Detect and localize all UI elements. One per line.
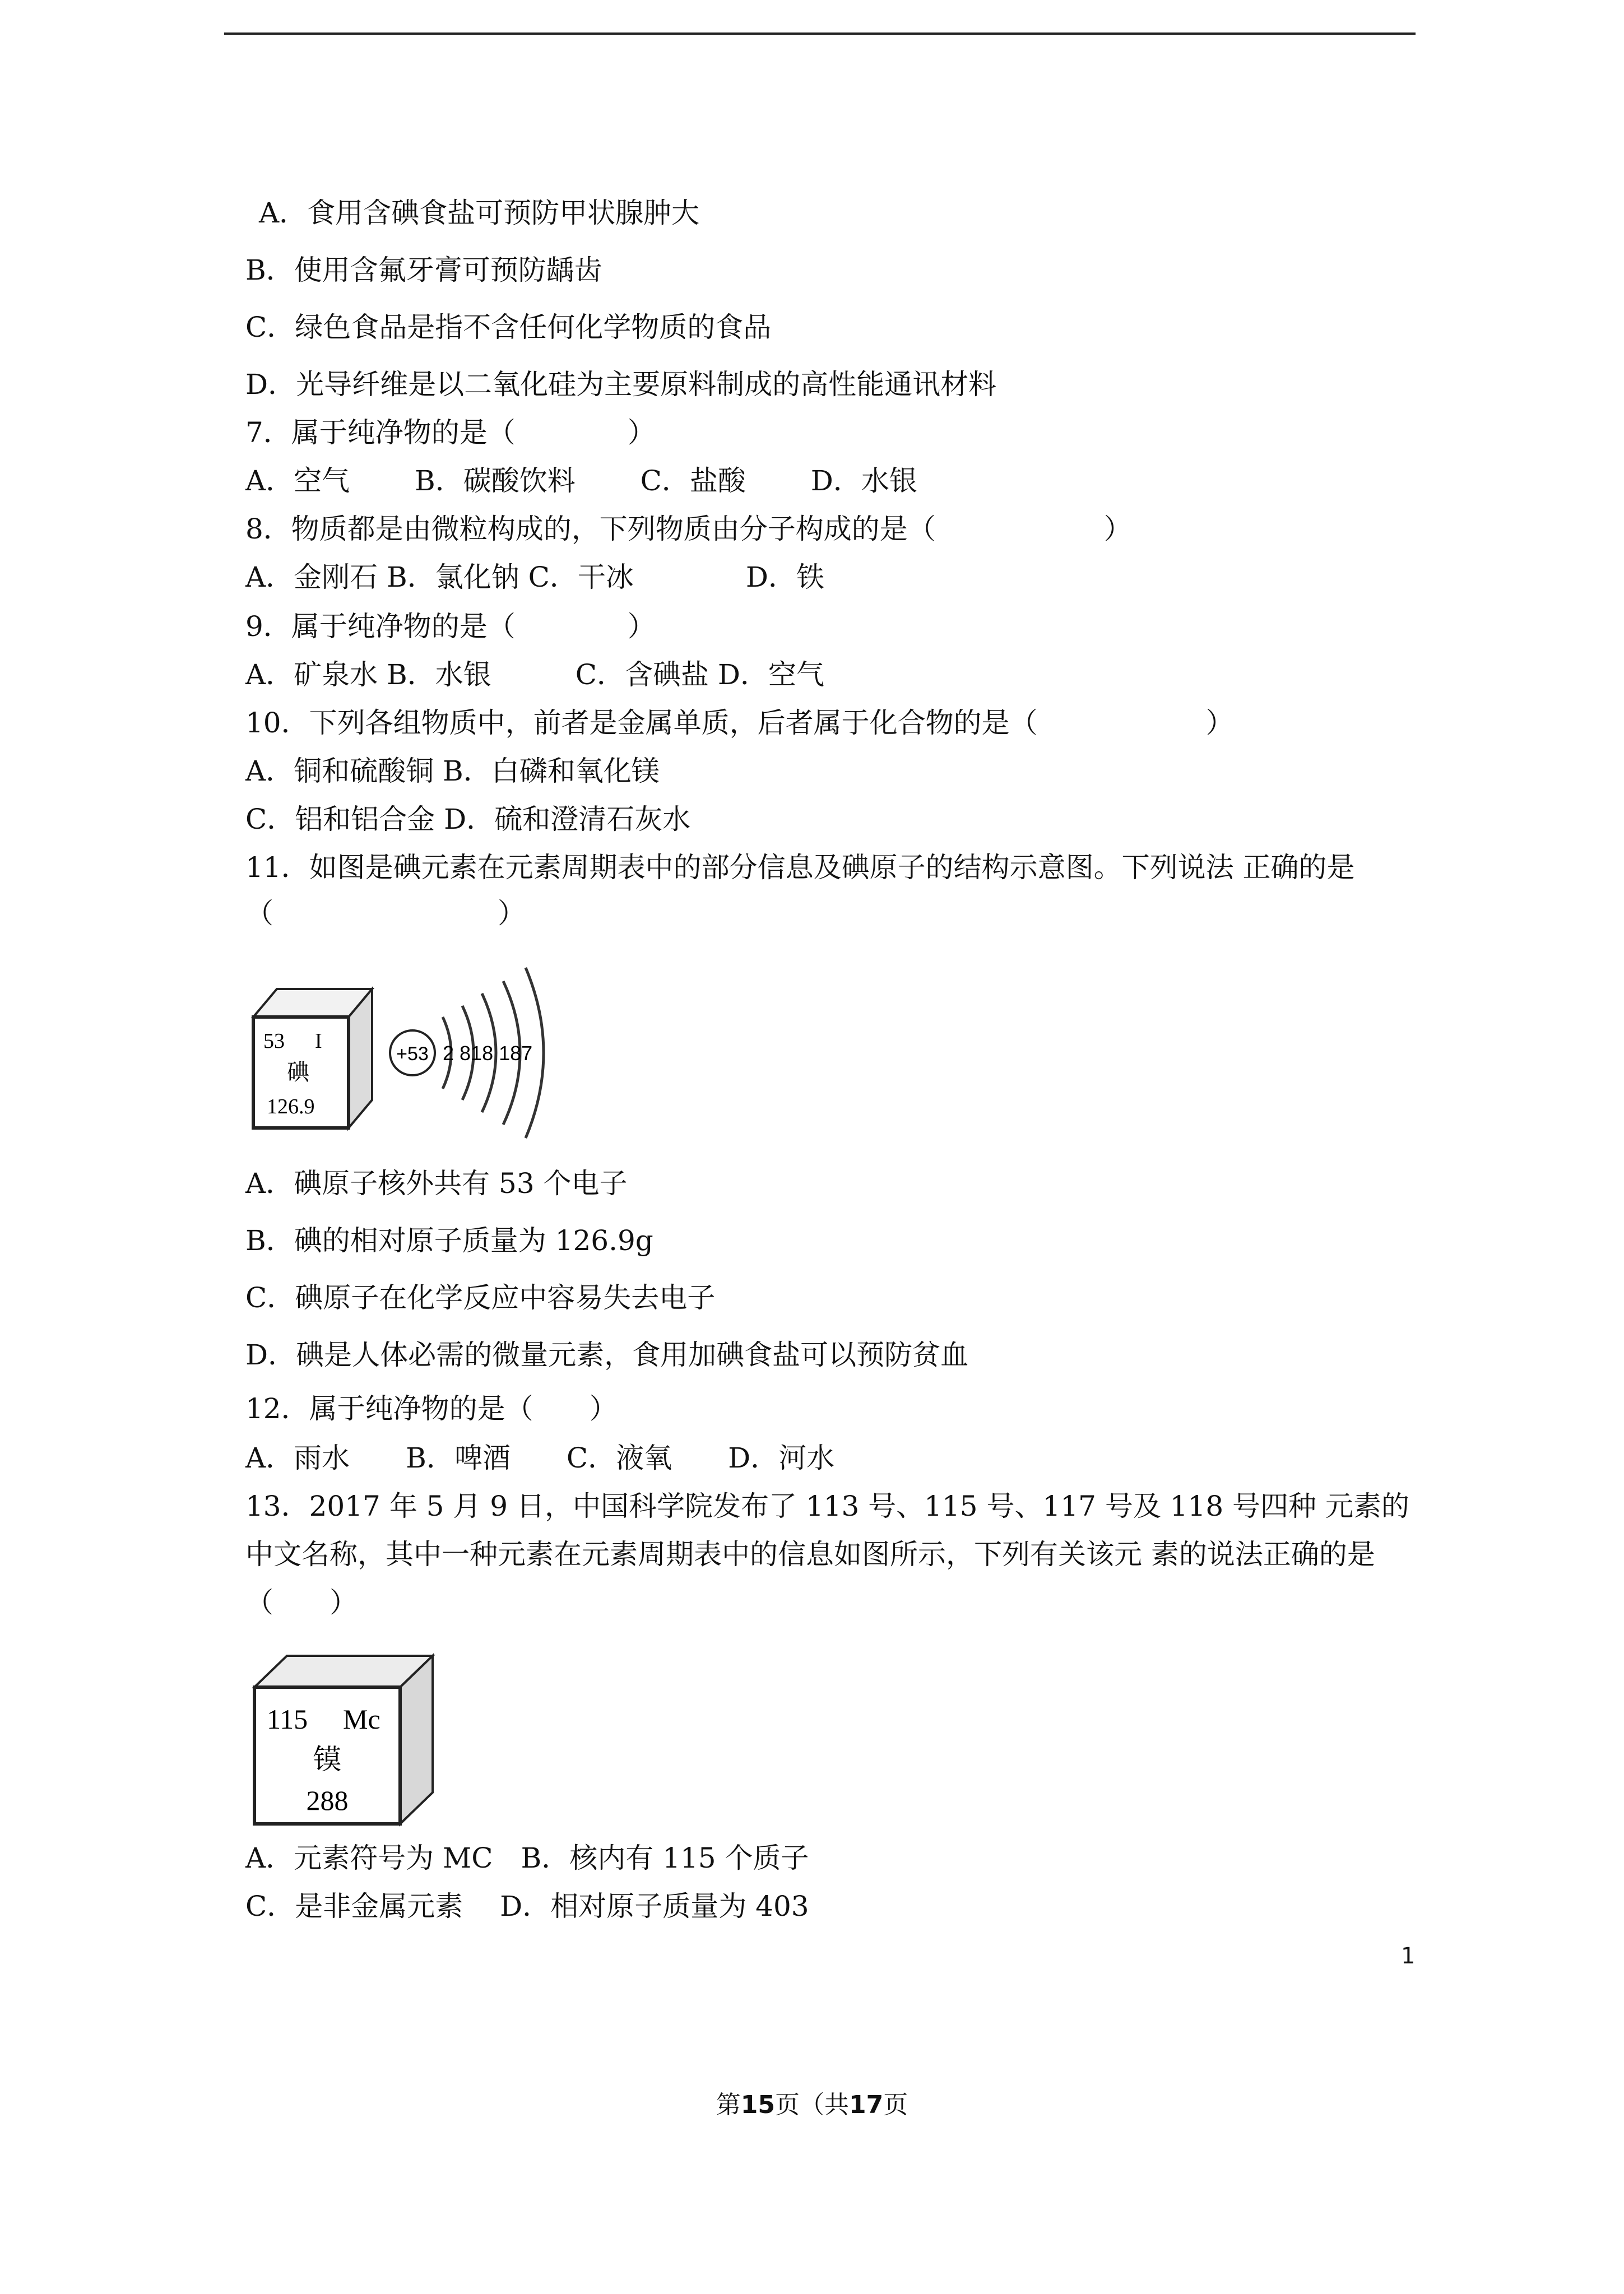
options-10-ab: A．铜和硫酸铜 B．白磷和氧化镁 xyxy=(245,755,660,787)
iodine-shell-electrons: 2 818 187 xyxy=(443,1042,533,1065)
question-10: 10．下列各组物质中，前者是金属单质，后者属于化合物的是（ ） xyxy=(245,707,1234,739)
iodine-name: 碘 xyxy=(287,1060,309,1085)
iodine-figure xyxy=(247,955,560,1140)
page-footer xyxy=(0,2084,1624,2120)
option-6a: A．食用含碘食盐可预防甲状腺肿大 xyxy=(259,197,700,229)
option-6c: C．绿色食品是指不含任何化学物质的食品 xyxy=(245,311,772,343)
options-7: A．空气 B．碳酸饮料 C．盐酸 D．水银 xyxy=(245,465,917,497)
question-11-paren: （ ） xyxy=(245,897,526,930)
iodine-number: 53 xyxy=(263,1029,285,1053)
page-number: 1 xyxy=(1401,1943,1416,1969)
mc-symbol: Mc xyxy=(343,1703,381,1735)
footer-current-page: 15 xyxy=(740,2091,775,2119)
iodine-mass: 126.9 xyxy=(267,1095,315,1118)
question-7: 7．属于纯净物的是（ ） xyxy=(245,416,656,449)
question-13-paren: （ ） xyxy=(245,1586,358,1619)
option-6d: D．光导纤维是以二氧化硅为主要原料制成的高性能通讯材料 xyxy=(245,368,997,401)
options-13-cd: C．是非金属元素 D．相对原子质量为 403 xyxy=(245,1890,809,1922)
question-13-line2: 中文名称，其中一种元素在元素周期表中的信息如图所示，下列有关该元 素的说法正确的是 xyxy=(245,1538,1375,1571)
options-13-ab: A．元素符号为 MC B．核内有 115 个质子 xyxy=(245,1842,809,1874)
option-11c: C．碘原子在化学反应中容易失去电子 xyxy=(245,1281,716,1314)
mc-figure xyxy=(247,1645,448,1832)
question-12: 12．属于纯净物的是（ ） xyxy=(245,1392,618,1425)
mc-mass: 288 xyxy=(306,1785,349,1816)
option-11d: D．碘是人体必需的微量元素，食用加碘食盐可以预防贫血 xyxy=(245,1339,969,1371)
mc-name: 镆 xyxy=(313,1743,341,1776)
header-rule xyxy=(224,32,1416,35)
options-8: A．金刚石 B．氯化钠 C．干冰 D．铁 xyxy=(245,561,824,593)
iodine-nucleus-charge: +53 xyxy=(396,1043,429,1065)
option-11a: A．碘原子核外共有 53 个电子 xyxy=(245,1167,628,1200)
option-11b: B．碘的相对原子质量为 126.9g xyxy=(245,1224,653,1257)
footer-middle: 页（共 xyxy=(775,2091,849,2119)
question-11: 11．如图是碘元素在元素周期表中的部分信息及碘原子的结构示意图。下列说法 正确的是 xyxy=(245,851,1355,884)
iodine-symbol: I xyxy=(315,1029,322,1053)
mc-cube-side xyxy=(400,1656,433,1824)
options-9: A．矿泉水 B．水银 C．含碘盐 D．空气 xyxy=(245,658,824,691)
question-13-line1: 13．2017 年 5 月 9 日，中国科学院发布了 113 号、115 号、117 号及 118 号四种 元素的 xyxy=(245,1490,1409,1522)
footer-suffix: 页 xyxy=(883,2091,908,2119)
footer-total-pages: 17 xyxy=(849,2091,884,2119)
option-6b: B．使用含氟牙膏可预防龋齿 xyxy=(245,254,602,286)
question-8: 8．物质都是由微粒构成的，下列物质由分子构成的是（ ） xyxy=(245,513,1132,545)
options-10-cd: C．铝和铝合金 D．硫和澄清石灰水 xyxy=(245,803,691,835)
question-9: 9．属于纯净物的是（ ） xyxy=(245,610,656,643)
footer-prefix: 第 xyxy=(716,2091,741,2119)
mc-number: 115 xyxy=(267,1703,308,1735)
options-12: A．雨水 B．啤酒 C．液氧 D．河水 xyxy=(245,1442,835,1474)
